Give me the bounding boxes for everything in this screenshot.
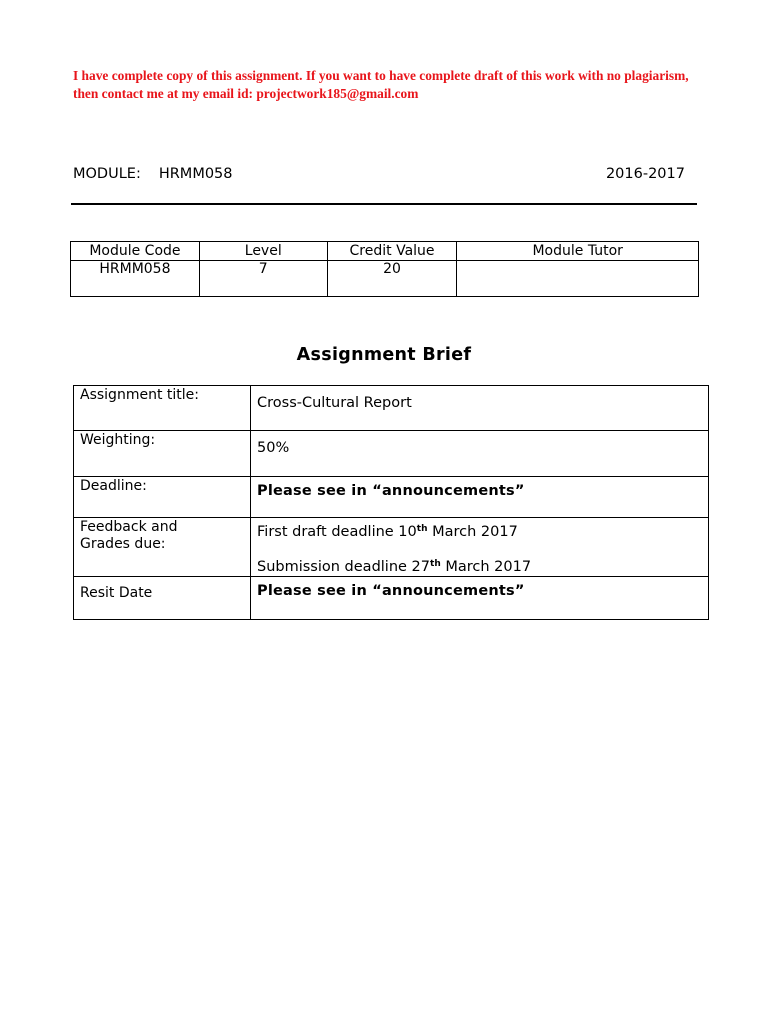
table-header-row	[71, 242, 699, 261]
table-row	[74, 577, 709, 620]
first-draft-deadline	[257, 521, 708, 541]
cell-module-tutor	[457, 261, 699, 297]
assignment-brief-table	[73, 385, 709, 620]
academic-year: 2016-2017	[605, 166, 685, 182]
module-code: HRMM058	[158, 166, 233, 182]
feedback-label-line-2: Grades due:	[80, 536, 166, 552]
feedback-label-line-1: Feedback and	[80, 519, 178, 535]
cell-module-code: HRMM058	[71, 261, 200, 297]
deadline-label: Deadline:	[74, 477, 251, 518]
feedback-value	[251, 518, 709, 577]
cell-level: 7	[199, 261, 327, 297]
module-code-line	[73, 166, 233, 182]
weighting-label: Weighting:	[74, 431, 251, 477]
resit-date-value: Please see in “announcements”	[251, 577, 709, 620]
table-row	[74, 477, 709, 518]
submission-text: Submission deadline 27	[257, 559, 431, 575]
table-row	[71, 261, 699, 297]
table-row	[74, 386, 709, 431]
header-module-code: Module Code	[71, 242, 200, 261]
header-level: Level	[199, 242, 327, 261]
weighting-value: 50%	[251, 431, 709, 477]
module-label: MODULE:	[73, 166, 141, 182]
cell-credit-value: 20	[327, 261, 457, 297]
assignment-brief-title: Assignment Brief	[296, 345, 472, 365]
submission-month: March 2017	[440, 559, 532, 575]
first-draft-month: March 2017	[427, 524, 518, 540]
module-header	[73, 166, 685, 182]
assignment-title-label: Assignment title:	[74, 386, 251, 431]
first-draft-ordinal: th	[416, 524, 428, 534]
table-row	[74, 431, 709, 477]
table-row	[74, 518, 709, 577]
submission-deadline	[257, 556, 708, 576]
module-info-table	[70, 241, 699, 297]
header-divider	[71, 203, 697, 205]
deadline-value: Please see in “announcements”	[251, 477, 709, 518]
contact-notice: I have complete copy of this assignment. If you want to have complete draft of this work with no plagiarism, then contact me at my email id: projectwork185@gmail.com	[73, 68, 689, 101]
assignment-title-value: Cross-Cultural Report	[251, 386, 709, 431]
resit-date-label: Resit Date	[74, 577, 251, 620]
header-module-tutor: Module Tutor	[457, 242, 699, 261]
header-credit-value: Credit Value	[327, 242, 457, 261]
submission-ordinal: th	[430, 559, 441, 569]
feedback-label	[74, 518, 251, 577]
first-draft-text: First draft deadline 10	[257, 524, 417, 540]
